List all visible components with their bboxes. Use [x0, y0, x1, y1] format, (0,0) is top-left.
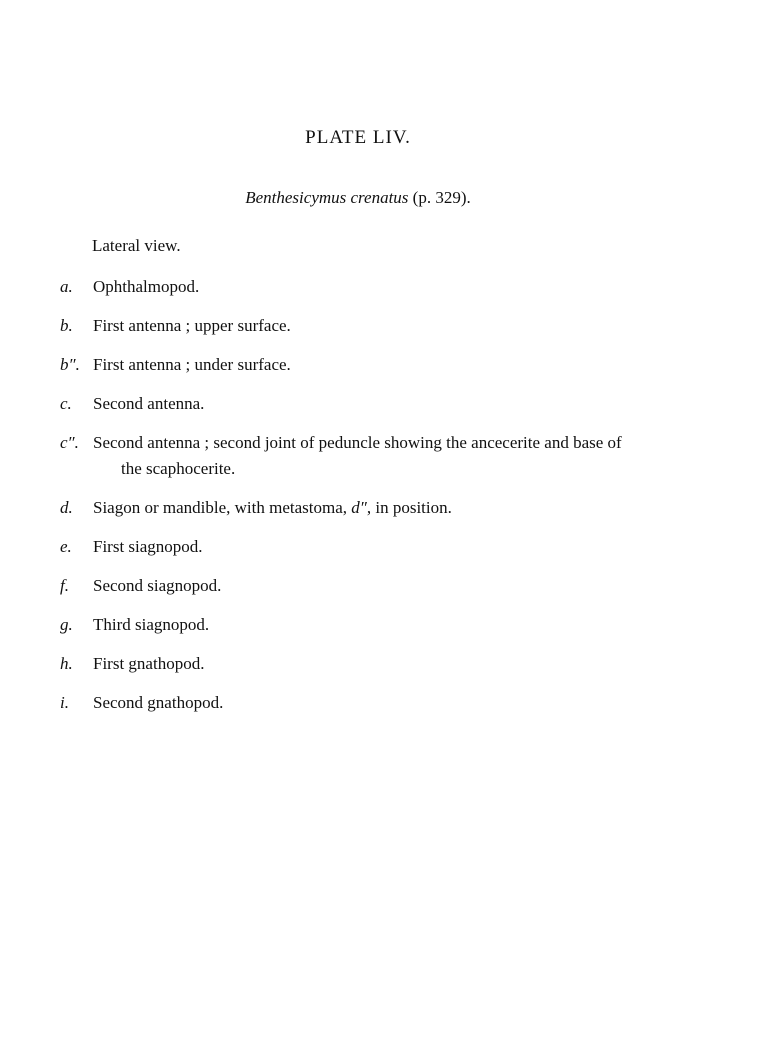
legend-text: Second antenna.	[93, 394, 205, 413]
legend-letter: b.	[60, 316, 73, 335]
legend-item-e	[60, 534, 730, 560]
legend-text: First siagnopod.	[93, 537, 203, 556]
legend-letter: g.	[60, 615, 73, 634]
legend-letter: i.	[60, 693, 69, 712]
legend-item-a	[60, 274, 730, 300]
legend-item-d	[60, 495, 730, 521]
plate-title: PLATE LIV.	[305, 127, 411, 148]
legend-item-b-double-prime	[60, 352, 730, 378]
species-heading	[0, 188, 716, 208]
legend-letter: e.	[60, 537, 72, 556]
legend-text-line-2: the scaphocerite.	[121, 459, 236, 478]
legend-text-part: Siagon or mandible, with metastoma,	[93, 498, 352, 517]
legend-item-g	[60, 612, 730, 638]
legend-text-part: , in position.	[366, 498, 452, 517]
legend-text: Ophthalmopod.	[93, 277, 200, 296]
legend-text-italic-ref: d″	[351, 498, 367, 517]
legend-letter: h.	[60, 654, 73, 673]
species-page-reference: (p. 329).	[412, 188, 471, 207]
legend-item-f	[60, 573, 730, 599]
legend-item-i	[60, 690, 730, 716]
legend-item-c	[60, 391, 730, 417]
legend-letter: f.	[60, 576, 69, 595]
legend-letter: b″.	[60, 355, 80, 374]
legend-letter: a.	[60, 277, 73, 296]
legend-item-b	[60, 313, 730, 339]
legend-text	[93, 430, 730, 482]
legend-text: First antenna ; upper surface.	[93, 316, 291, 335]
legend-text	[93, 495, 730, 521]
legend-text: Second gnathopod.	[93, 693, 224, 712]
legend-letter: c.	[60, 394, 72, 413]
legend-letter: c″.	[60, 433, 79, 452]
legend-text: Third siagnopod.	[93, 615, 210, 634]
legend-item-c-double-prime	[60, 430, 730, 482]
legend-text: Second siagnopod.	[93, 576, 222, 595]
figure-legend	[60, 274, 730, 729]
legend-letter: d.	[60, 498, 73, 517]
legend-text: First antenna ; under surface.	[93, 355, 291, 374]
legend-text-line-1: Second antenna ; second joint of peduncle showing the ancecerite and base of	[93, 433, 622, 452]
view-description: Lateral view.	[92, 236, 181, 255]
species-name: Benthesicymus crenatus	[245, 188, 409, 207]
legend-item-h	[60, 651, 730, 677]
legend-text: First gnathopod.	[93, 654, 205, 673]
